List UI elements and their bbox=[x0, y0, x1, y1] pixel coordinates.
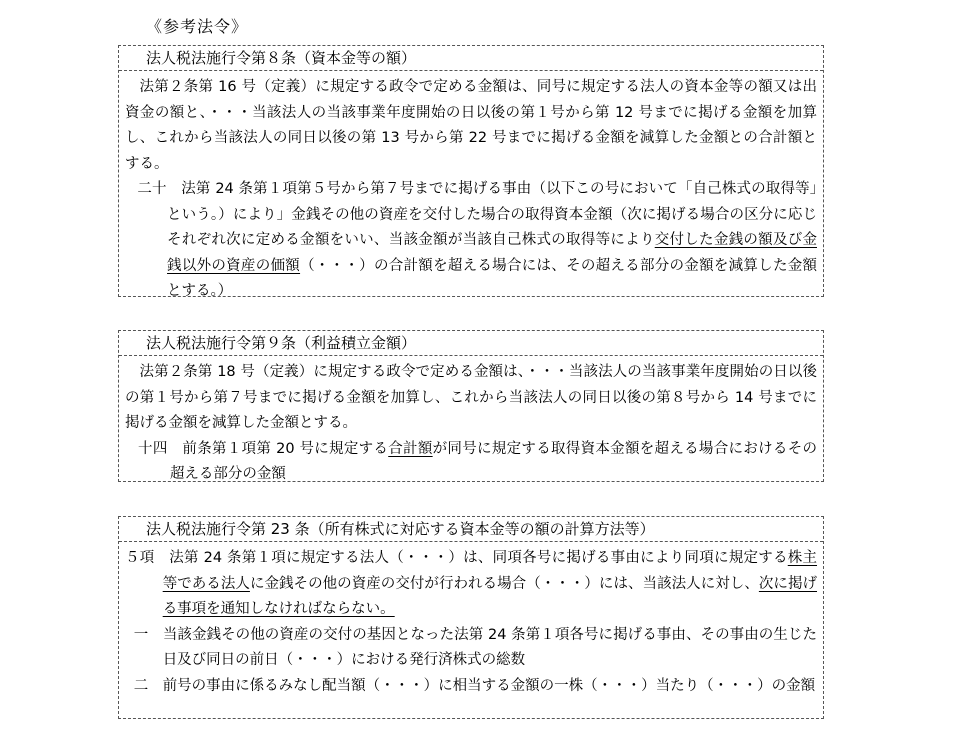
article-8-item-20: 二十 法第 24 条第１項第５号から第７号までに掲げる事由（以下この号において「自己株式の取得等」という。）により」金銭その他の資産を交付した場合の取得資本金額（次に掲げる場合の区分に応じそれぞれ次に定める金額をいい、当該金額が当該自己株式の取得等により交付した金銭の額及び金銭以外の資産の価額（・・・）の合計額を超える場合には、その超える部分の金額を減算した金額とする。） bbox=[137, 181, 818, 299]
article-23-item-2: 二 前号の事由に係るみなし配当額（・・・）に相当する金額の一株（・・・）当たり（・・・）の金額 bbox=[133, 677, 816, 694]
underlined-phrase: 合計額 bbox=[388, 440, 433, 457]
article-9-item-14: 十四 前条第１項第 20 号に規定する合計額が同号に規定する取得資本金額を超える場合におけるその超える部分の金額 bbox=[138, 440, 818, 482]
article-9-paragraph: 法第２条第 18 号（定義）に規定する政令で定める金額は、・・・当該法人の当該事業年度開始の日以後の第１号から第７号までに掲げる金額を加算し、これから当該法人の同日以後の第８号から 14 号までに掲げる金額を減算した金額とする。 bbox=[125, 364, 817, 431]
article-23-box bbox=[118, 516, 824, 719]
article-23-paragraph-5: ５項 法第 24 条第１項に規定する法人（・・・）は、同項各号に掲げる事由により同項に規定する株主等である法人に金銭その他の資産の交付が行われる場合（・・・）には、当該法人に対し、次に掲げる事項を通知しなければならない。 bbox=[125, 550, 818, 617]
article-23-title: 法人税法施行令第 23 条（所有株式に対応する資本金等の額の計算方法等） bbox=[119, 517, 823, 542]
underlined-phrase: 交付した金銭の額及び金銭以外の資産の価額 bbox=[167, 232, 817, 274]
article-8-paragraph: 法第２条第 16 号（定義）に規定する政令で定める金額は、同号に規定する法人の資本金等の額又は出資金の額と、・・・当該法人の当該事業年度開始の日以後の第１号から第 12 号までに掲げる金額を加算し、これから当該法人の同日以後の第 13 号から第 22 号までに掲げる金額を減算した金額との合計額とする。 bbox=[125, 79, 817, 172]
page-heading: 《参考法令》 bbox=[146, 17, 249, 36]
underlined-phrase: 次に掲げる事項を通知しなければならない。 bbox=[162, 575, 818, 617]
underlined-phrase: 株主等である法人 bbox=[162, 550, 818, 592]
article-8-box bbox=[118, 45, 824, 297]
article-9-title: 法人税法施行令第９条（利益積立金額） bbox=[119, 331, 823, 356]
article-23-item-1: 一 当該金銭その他の資産の交付の基因となった法第 24 条第１項各号に掲げる事由、その事由の生じた日及び同日の前日（・・・）における発行済株式の総数 bbox=[133, 626, 817, 668]
article-8-title: 法人税法施行令第８条（資本金等の額） bbox=[119, 46, 823, 71]
article-9-box bbox=[118, 330, 824, 482]
